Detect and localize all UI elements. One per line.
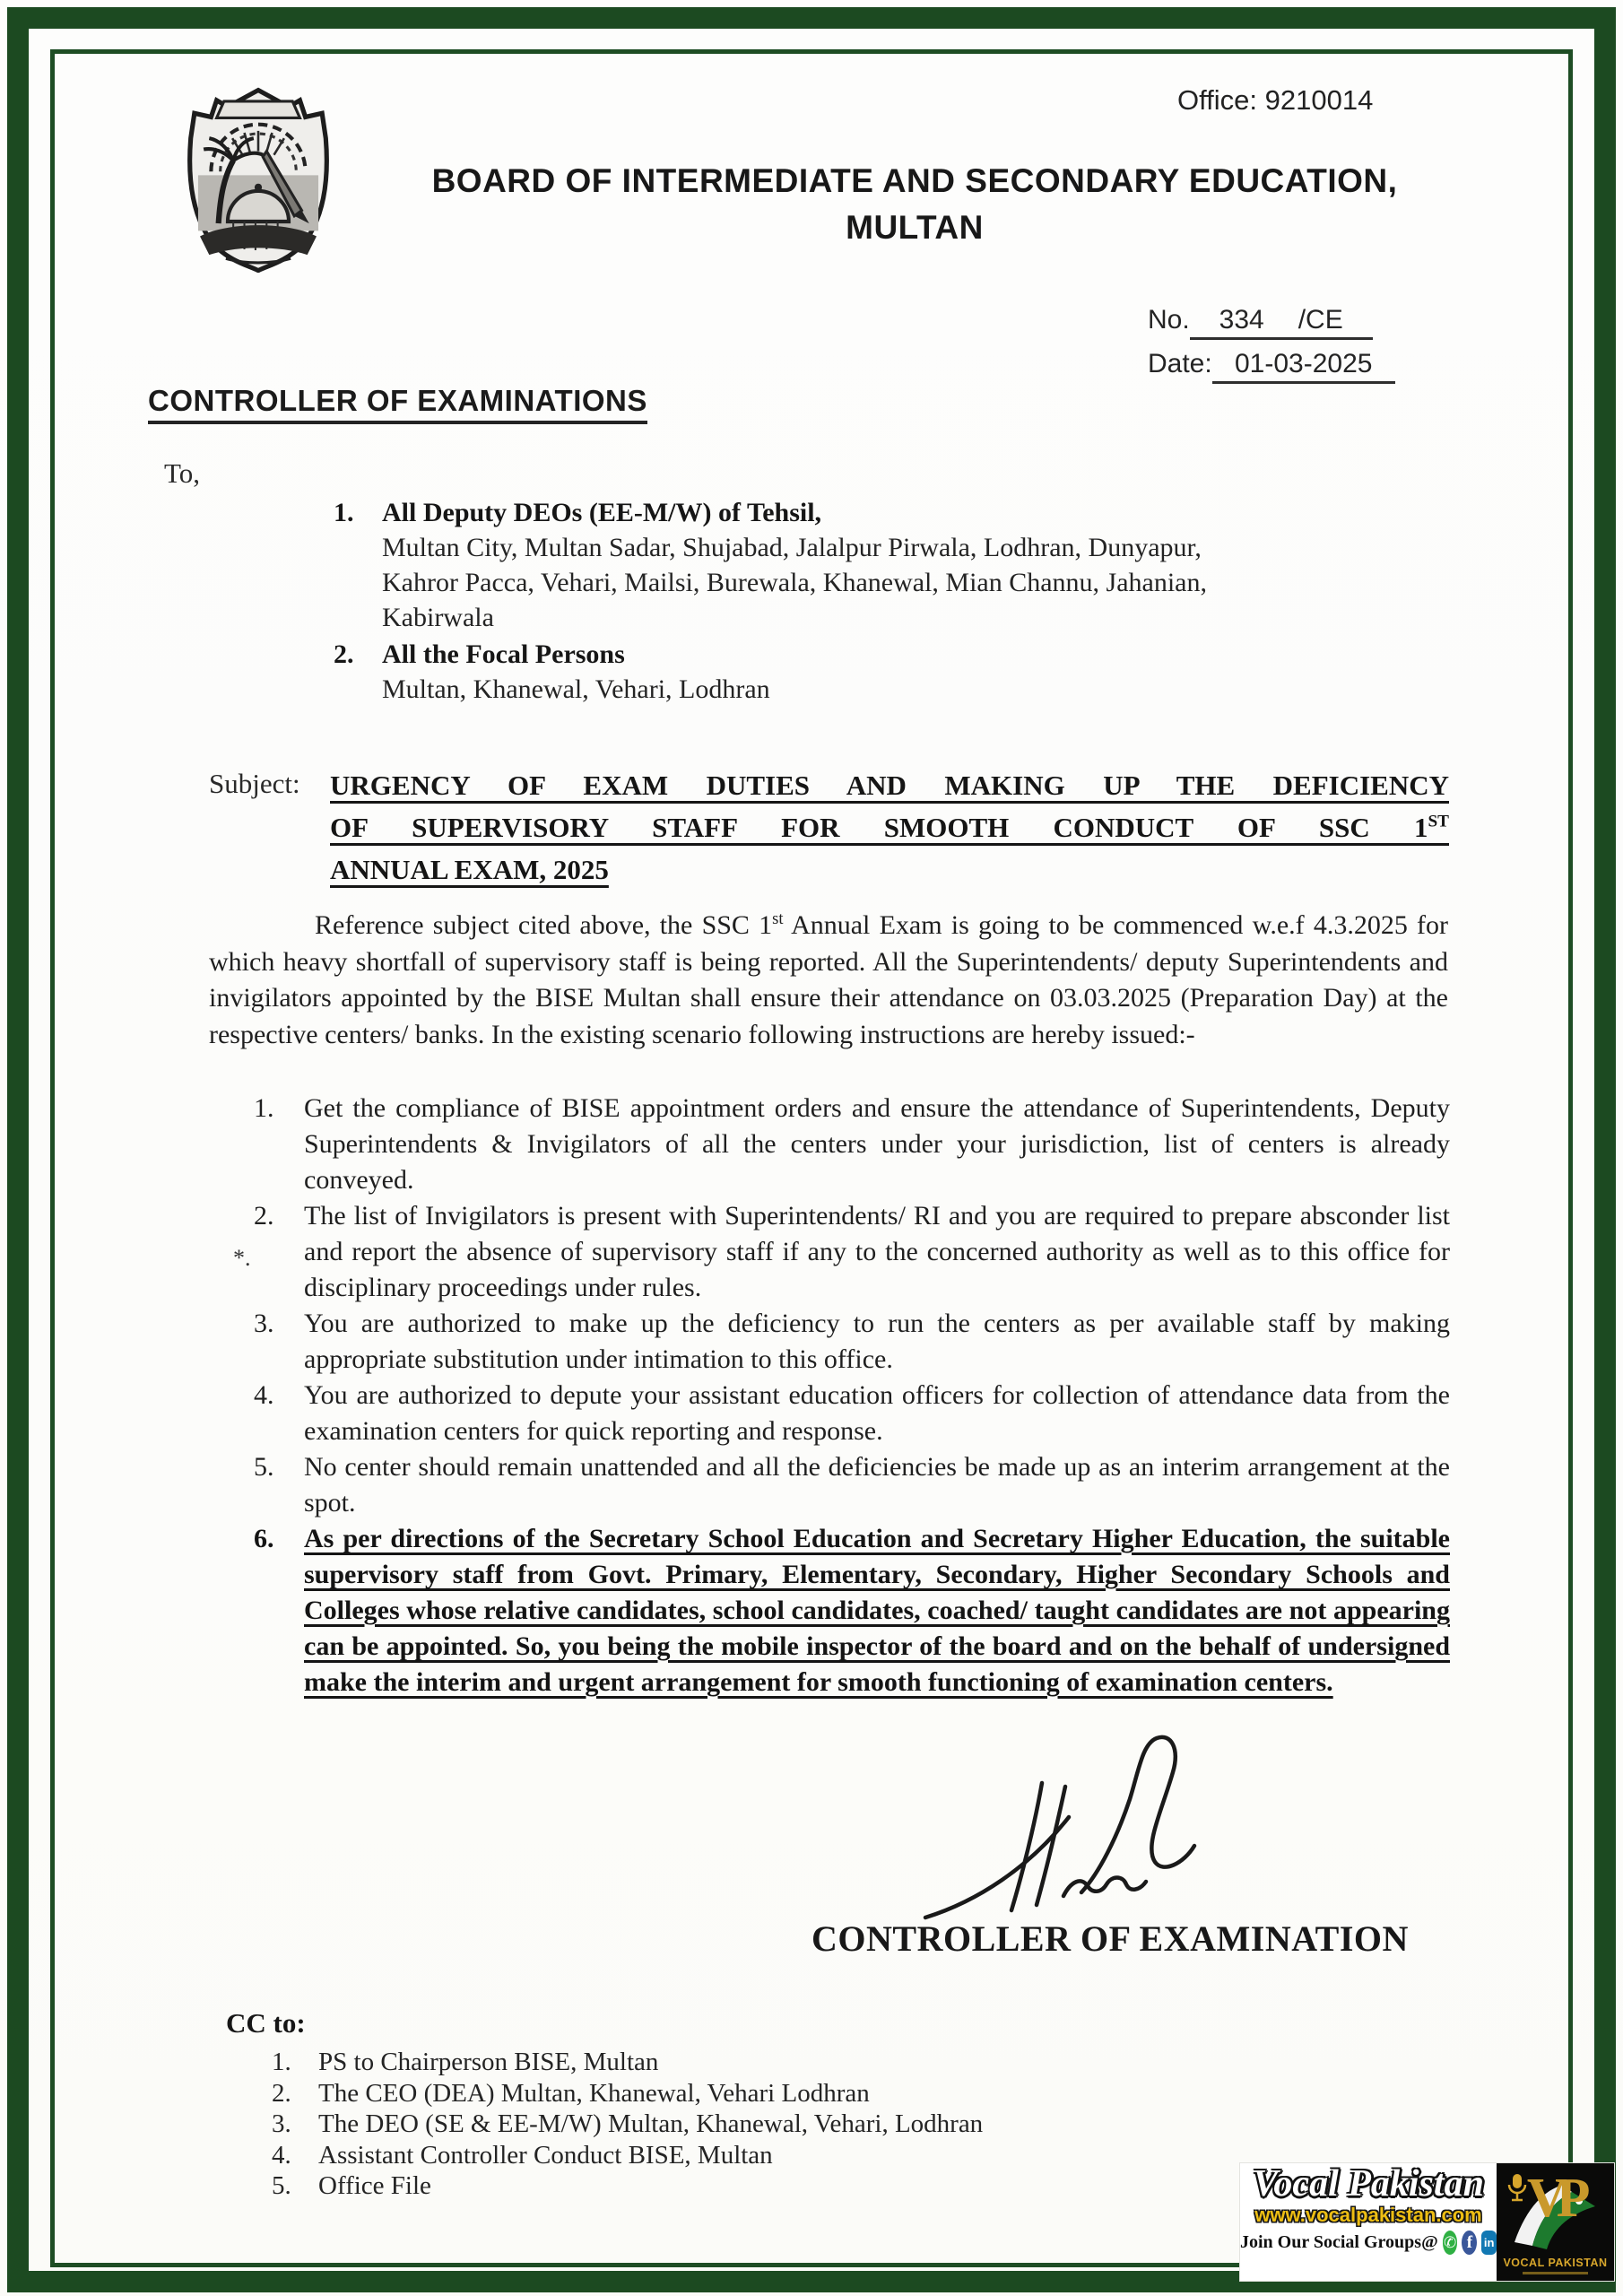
salutation: To, (164, 457, 201, 489)
addressee-detail-line: Multan City, Multan Sadar, Shujabad, Jalalpur Pirwala, Lodhran, Dunyapur, (382, 533, 1202, 562)
cc-number: 2. (272, 2078, 291, 2108)
instruction-number: 1. (254, 1093, 274, 1123)
cc-text: The CEO (DEA) Multan, Khanewal, Vehari Lodhran (318, 2078, 870, 2108)
linkedin-icon: in (1481, 2231, 1497, 2255)
instruction-item (254, 1449, 1450, 1521)
cc-item (272, 2140, 983, 2171)
superscript-st: ST (1428, 812, 1449, 831)
facebook-icon: f (1462, 2231, 1477, 2255)
instruction-text: The list of Invigilators is present with Superintendents/ RI and you are required to prepare absconder list and report the absence of supervisory staff if any to the concerned authority as well as to this office for disciplinary proceedings under rules. (304, 1201, 1450, 1302)
logo-monogram: VP (1526, 2168, 1580, 2229)
subject-line3: ANNUAL EXAM, 2025 (330, 854, 609, 885)
instruction-item (254, 1378, 1450, 1449)
instruction-text: Get the compliance of BISE appointment orders and ensure the attendance of Superintendents, Deputy Superintendents & Invigilators of all the centers under your jurisdiction, list of centers is already conveyed. (304, 1093, 1450, 1195)
addressee-body (382, 495, 1207, 635)
instruction-text: You are authorized to make up the deficiency to run the centers as per available staff by making appropriate substitution under intimation to this office. (304, 1309, 1450, 1374)
subject-line2 (330, 806, 1449, 848)
body-text-post: Annual Exam is going to be commenced w.e.f 4.3.2025 for which heavy shortfall of supervisory staff is being reported. All the Superintendents/ deputy Superintendents and invigilators appointed by the BISE Multan shall ensure their attendance on 03.03.2025 (Preparation Day) at the respective centers/ banks. In the existing scenario following instructions are hereby issued:- (209, 910, 1448, 1049)
instruction-number: 2. (254, 1201, 274, 1231)
body-text-pre: Reference subject cited above, the SSC 1 (315, 910, 773, 940)
instruction-list (254, 1091, 1450, 1700)
cc-number: 3. (272, 2109, 291, 2138)
brand-title: Vocal Pakistan (1253, 2163, 1484, 2205)
reference-date-line (1148, 349, 1395, 384)
cc-text: PS to Chairperson BISE, Multan (318, 2048, 659, 2076)
instruction-item-emphasized (254, 1521, 1450, 1700)
subject-line1: URGENCY OF EXAM DUTIES AND MAKING UP THE DEFICIENCY (330, 770, 1449, 801)
date-value: 01-03-2025 (1234, 349, 1373, 378)
addressee-list (334, 495, 1356, 709)
superscript-st: st (772, 909, 784, 928)
cc-text: Assistant Controller Conduct BISE, Multan (318, 2140, 773, 2170)
scan-artifact-mark: *. (233, 1245, 251, 1271)
social-row (1240, 2231, 1497, 2255)
instruction-number: 5. (254, 1452, 274, 1482)
cc-list (272, 2047, 983, 2202)
cc-item (272, 2170, 983, 2202)
vocal-pakistan-logo (1497, 2163, 1614, 2281)
subject-label: Subject: (209, 768, 300, 799)
reference-number-line (1148, 305, 1395, 340)
addressee-detail-line: Multan, Khanewal, Vehari, Lodhran (382, 674, 770, 704)
addressee-detail-line: Kabirwala (382, 603, 494, 632)
instruction-number: 6. (254, 1524, 274, 1553)
logo-name: VOCAL PAKISTAN (1503, 2257, 1608, 2269)
board-title (377, 158, 1453, 251)
cc-item (272, 2047, 983, 2078)
office-phone: Office: 9210014 (1177, 84, 1374, 116)
controller-heading: CONTROLLER OF EXAMINATIONS (148, 384, 647, 424)
instruction-item (254, 1306, 1450, 1378)
cc-number: 1. (272, 2048, 291, 2076)
addressee-item (334, 637, 1356, 707)
social-label: Join Our Social Groups@ (1240, 2232, 1438, 2252)
no-value: 334 (1219, 305, 1264, 335)
no-label: No. (1148, 305, 1190, 335)
addressee-item (334, 495, 1356, 635)
instruction-item (254, 1198, 1450, 1306)
subject-line2-text: OF SUPERVISORY STAFF FOR SMOOTH CONDUCT OF SSC 1 (330, 812, 1428, 843)
board-title-line2: MULTAN (846, 209, 984, 246)
cc-number: 5. (272, 2171, 291, 2200)
cc-item (272, 2109, 983, 2140)
whatsapp-icon: ✆ (1443, 2231, 1458, 2255)
date-label: Date: (1148, 349, 1212, 378)
reference-block (1148, 305, 1395, 393)
signature (915, 1731, 1224, 1937)
instruction-number: 3. (254, 1309, 274, 1338)
instruction-item (254, 1091, 1450, 1198)
instruction-text: You are authorized to depute your assistant education officers for collection of attendance data from the examination centers for quick reporting and response. (304, 1380, 1450, 1446)
date-fill (1212, 349, 1395, 384)
cc-text: Office File (318, 2171, 431, 2200)
instruction-number: 4. (254, 1380, 274, 1410)
no-suffix: /CE (1298, 305, 1343, 335)
signoff-title: CONTROLLER OF EXAMINATION (812, 1918, 1409, 1959)
addressee-detail-line: Kahror Pacca, Vehari, Mailsi, Burewala, Khanewal, Mian Channu, Jahanian, (382, 568, 1207, 597)
cc-label: CC to: (226, 2007, 306, 2039)
addressee-body (382, 637, 770, 707)
banner-text-area (1240, 2163, 1497, 2281)
board-title-line1: BOARD OF INTERMEDIATE AND SECONDARY EDUCATION, (431, 162, 1398, 199)
bise-multan-emblem-icon (170, 83, 346, 273)
subject-block (330, 764, 1449, 891)
microphone-icon (1506, 2172, 1529, 2203)
website-url: www.vocalpakistan.com (1254, 2204, 1482, 2226)
instruction-text: No center should remain unattended and all the deficiencies be made up as an interim arrangement at the spot. (304, 1452, 1450, 1518)
instruction-text: As per directions of the Secretary School Education and Secretary Higher Education, the suitable supervisory staff from Govt. Primary, Elementary, Secondary, Higher Secondary Schools and Colleges whose relative candidates, school candidates, coached/ taught candidates are not appearing can be appointed. So, you being the mobile inspector of the board and on the behalf of undersigned make the interim and urgent arrangement for smooth functioning of examination centers. (304, 1524, 1450, 1697)
addressee-title: All Deputy DEOs (EE-M/W) of Tehsil, (382, 498, 822, 527)
vocal-pakistan-banner (1240, 2163, 1614, 2281)
cc-text: The DEO (SE & EE-M/W) Multan, Khanewal, Vehari, Lodhran (318, 2109, 984, 2138)
body-paragraph (209, 908, 1448, 1053)
no-fill (1190, 305, 1373, 340)
addressee-title: All the Focal Persons (382, 639, 625, 669)
addressee-number: 2. (334, 639, 354, 669)
cc-number: 4. (272, 2140, 291, 2170)
cc-item (272, 2078, 983, 2109)
addressee-number: 1. (334, 498, 354, 527)
logo-tagline-bar (1523, 2272, 1588, 2274)
